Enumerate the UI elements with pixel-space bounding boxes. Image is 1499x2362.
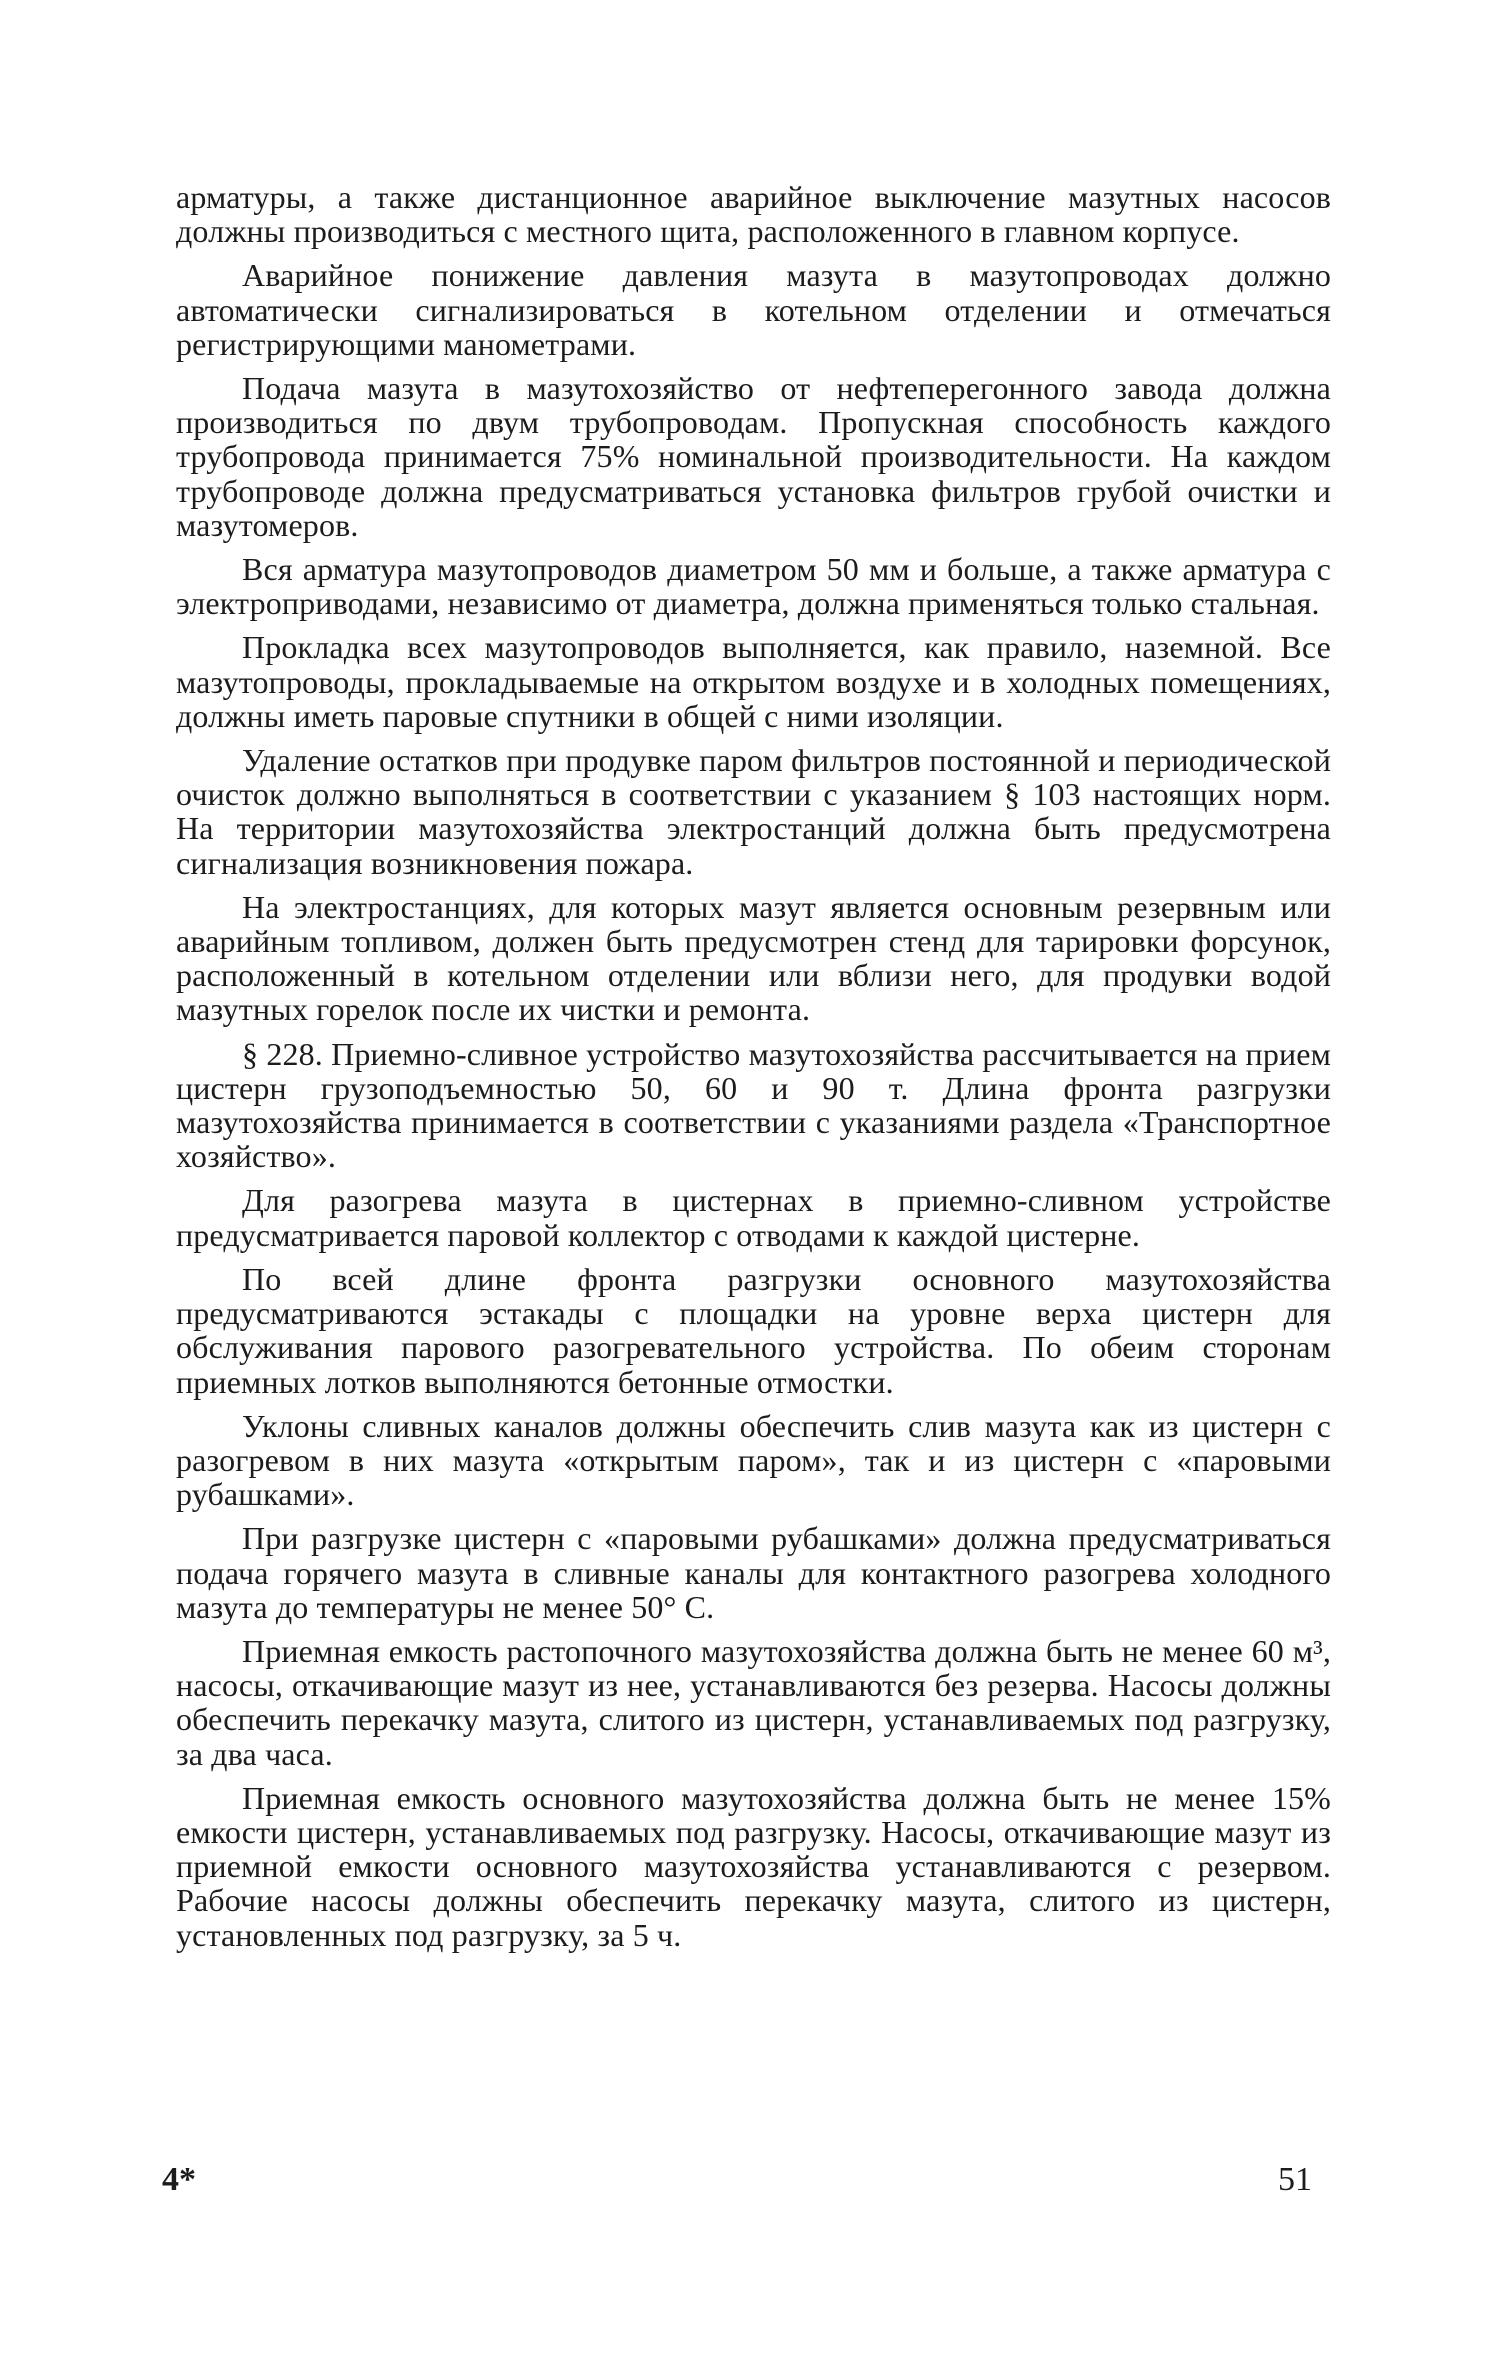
paragraph: Вся арматура мазутопроводов диаметром 50 мм и больше, а также арматура с электроприводами, независимо от диаметра, должна применяться только стальная. — [176, 551, 1331, 622]
paragraph: При разгрузке цистерн с «паровыми рубашками» должна предусматриваться подача горячего мазута в сливные каналы для контактного разогрева холодного мазута до температуры не менее 50° С. — [176, 1520, 1331, 1625]
section-228-paragraph: § 228. Приемно-сливное устройство мазутохозяйства рассчитывается на прием цистерн грузоподъемностью 50, 60 и 90 т. Длина фронта разгрузки мазутохозяйства принимается в соответствии с указаниями раздела «Транспортное хозяйство». — [176, 1035, 1331, 1175]
paragraph: Прокладка всех мазутопроводов выполняется, как правило, наземной. Все мазутопроводы, прокладываемые на открытом воздухе и в холодных помещениях, должны иметь паровые спутники в общей с ними изоляции. — [176, 629, 1331, 734]
paragraph: Уклоны сливных каналов должны обеспечить слив мазута как из цистерн с разогревом в них мазута «открытым паром», так и из цистерн с «паровыми рубашками». — [176, 1407, 1331, 1513]
paragraph: Приемная емкость основного мазутохозяйства должна быть не менее 15% емкости цистерн, устанавливаемых под разгрузку. Насосы, откачивающие мазут из приемной емкости основного мазутохозяйства устанавливаются с резервом. Рабочие насосы должны обеспечить перекачку мазута, слитого из цистерн, установленных под разгрузку, за 5 ч. — [176, 1779, 1331, 1953]
signature-mark: 4* — [162, 2161, 196, 2198]
paragraph: Подача мазута в мазутохозяйство от нефтеперегонного завода должна производиться по двум трубопроводам. Пропускная способность каждого трубопровода принимается 75% номинальной производительности. На каждом трубопроводе должна предусматриваться установка фильтров грубой очистки и мазутомеров. — [176, 370, 1331, 543]
paragraph: Для разогрева мазута в цистернах в приемно-сливном устройстве предусматривается паровой коллектор с отводами к каждой цистерне. — [176, 1182, 1331, 1253]
paragraph: Удаление остатков при продувке паром фильтров постоянной и периодической очисток должно выполняться в соответствии с указанием § 103 настоящих норм. На территории мазутохозяйства электростанций должна быть предусмотрена сигнализация возникновения пожара. — [176, 742, 1331, 881]
page-number: 51 — [1278, 2161, 1312, 2198]
paragraph: По всей длине фронта разгрузки основного мазутохозяйства предусматриваются эстакады с площадки на уровне верха цистерн для обслуживания парового разогревательного устройства. По обеим сторонам приемных лотков выполняются бетонные отмостки. — [176, 1260, 1331, 1400]
body-text — [176, 180, 1331, 1962]
paragraph: арматуры, а также дистанционное аварийное выключение мазутных насосов должны производиться с местного щита, расположенного в главном корпусе. — [176, 179, 1331, 250]
paragraph: Приемная емкость растопочного мазутохозяйства должна быть не менее 60 м³, насосы, откачивающие мазут из нее, устанавливаются без резерва. Насосы должны обеспечить перекачку мазута, слитого из цистерн, устанавливаемых под разгрузку, за два часа. — [176, 1632, 1331, 1772]
paragraph: На электростанциях, для которых мазут является основным резервным или аварийным топливом, должен быть предусмотрен стенд для тарировки форсунок, расположенный в котельном отделении или вблизи него, для продувки водой мазутных горелок после их чистки и ремонта. — [176, 888, 1331, 1028]
paragraph: Аварийное понижение давления мазута в мазутопроводах должно автоматически сигнализироваться в котельном отделении и отмечаться регистрирующими манометрами. — [176, 257, 1331, 362]
